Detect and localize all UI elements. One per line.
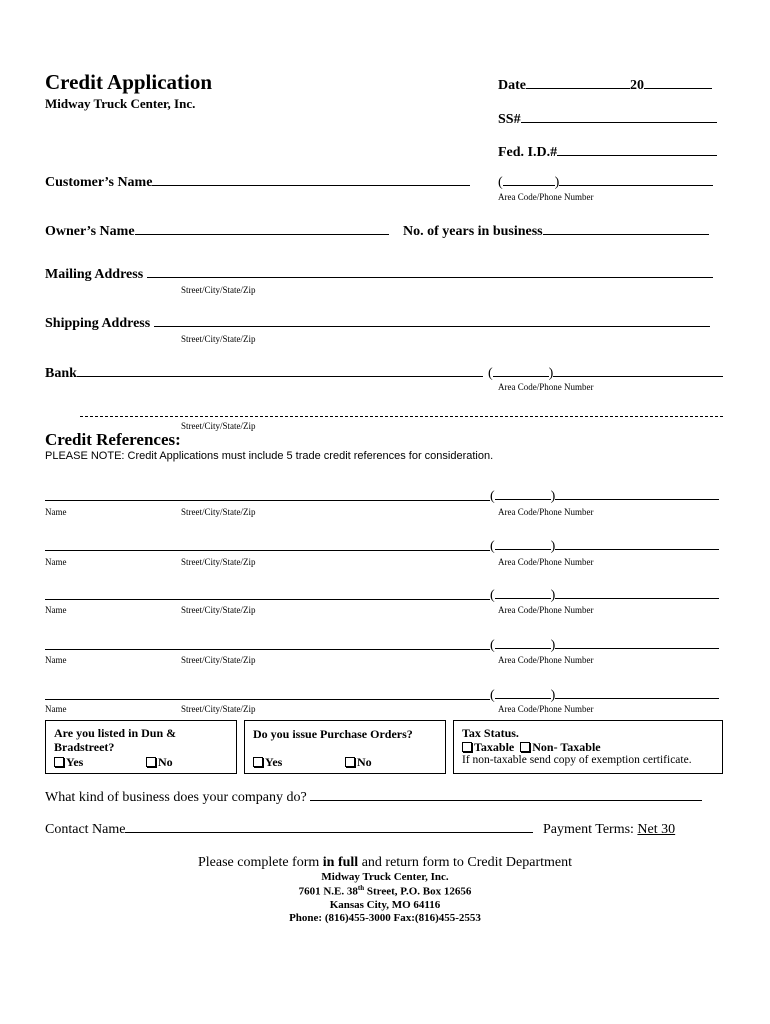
- yes-label: Yes: [66, 755, 84, 769]
- ss-label: SS#: [498, 112, 521, 127]
- paren-close: ): [550, 539, 556, 554]
- customer-name-label: Customer’s Name: [45, 175, 153, 190]
- payment-terms-value: Net 30: [637, 822, 676, 837]
- bank-address-line[interactable]: [80, 416, 723, 417]
- checkbox-icon[interactable]: [253, 757, 263, 767]
- yes-label: Yes: [265, 755, 283, 769]
- purchase-orders-box: [244, 720, 446, 774]
- shipping-address-caption: Street/City/State/Zip: [181, 334, 256, 344]
- reference-phone-field[interactable]: [490, 539, 719, 555]
- owner-name-field[interactable]: [45, 224, 389, 240]
- dun-no-option[interactable]: [146, 755, 173, 770]
- date-field[interactable]: [498, 78, 712, 94]
- reference-street-caption: Street/City/State/Zip: [181, 557, 256, 567]
- address-superscript: th: [357, 884, 365, 892]
- no-label: No: [357, 755, 372, 769]
- customer-phone-field[interactable]: [498, 175, 713, 191]
- reference-phone-caption: Area Code/Phone Number: [498, 605, 594, 615]
- date-label: Date: [498, 78, 526, 93]
- paren-open: (: [490, 688, 495, 703]
- reference-name-caption: Name: [45, 557, 67, 567]
- instruction-bold: in full: [322, 855, 359, 870]
- reference-phone-field[interactable]: [490, 688, 719, 704]
- paren-close: ): [550, 588, 556, 603]
- tax-status-title: Tax Status.: [462, 726, 519, 740]
- reference-phone-caption: Area Code/Phone Number: [498, 704, 594, 714]
- reference-name-line[interactable]: [45, 699, 490, 700]
- shipping-address-label: Shipping Address: [45, 316, 151, 331]
- po-no-option[interactable]: [345, 755, 372, 770]
- business-kind-label: What kind of business does your company do?: [45, 790, 307, 805]
- po-yes-option[interactable]: [253, 755, 282, 770]
- paren-close: ): [550, 638, 556, 653]
- instruction-pre: Please complete form: [197, 855, 320, 870]
- taxable-option[interactable]: [462, 740, 514, 754]
- ss-field[interactable]: [498, 112, 717, 128]
- no-label: No: [158, 755, 173, 769]
- tax-status-box: [453, 720, 723, 774]
- fed-id-label: Fed. I.D.#: [498, 145, 558, 160]
- dun-bradstreet-box: [45, 720, 237, 774]
- payment-terms: [543, 822, 675, 838]
- checkbox-icon[interactable]: [520, 742, 530, 752]
- taxable-label: Taxable: [474, 740, 515, 754]
- fed-id-field[interactable]: [498, 145, 717, 161]
- reference-phone-field[interactable]: [490, 588, 719, 604]
- mailing-address-caption: Street/City/State/Zip: [181, 285, 256, 295]
- reference-name-caption: Name: [45, 605, 67, 615]
- reference-phone-caption: Area Code/Phone Number: [498, 507, 594, 517]
- years-in-business-label: No. of years in business: [403, 224, 543, 239]
- credit-references-heading: Credit References:: [45, 430, 181, 449]
- paren-close: ): [554, 175, 560, 190]
- address-rest: Street, P.O. Box 12656: [366, 885, 472, 898]
- reference-street-caption: Street/City/State/Zip: [181, 704, 256, 714]
- customer-phone-caption: Area Code/Phone Number: [498, 192, 594, 202]
- paren-open: (: [498, 175, 503, 190]
- mailing-address-label: Mailing Address: [45, 267, 144, 282]
- instruction-post: and return form to Credit Department: [361, 855, 573, 870]
- po-question: Do you issue Purchase Orders?: [253, 727, 413, 741]
- footer-address: [0, 884, 770, 898]
- reference-name-line[interactable]: [45, 649, 490, 650]
- owner-name-label: Owner’s Name: [45, 224, 135, 239]
- customer-name-field[interactable]: [45, 175, 470, 191]
- paren-open: (: [490, 638, 495, 653]
- reference-phone-field[interactable]: [490, 489, 719, 505]
- dun-question-line-2: Bradstreet?: [54, 740, 115, 754]
- footer-city: Kansas City, MO 64116: [329, 899, 441, 911]
- tax-note: If non-taxable send copy of exemption certificate.: [462, 754, 692, 766]
- bank-field[interactable]: [45, 366, 483, 382]
- footer-instruction: [0, 855, 770, 871]
- address-number: 7601 N.E. 38: [298, 885, 358, 898]
- non-taxable-option[interactable]: [520, 740, 600, 754]
- business-kind-field[interactable]: [45, 790, 702, 806]
- dun-question-line-1: Are you listed in Dun &: [54, 726, 177, 740]
- bank-phone-caption: Area Code/Phone Number: [498, 382, 594, 392]
- paren-open: (: [490, 539, 495, 554]
- bank-label: Bank: [45, 366, 77, 381]
- contact-name-label: Contact Name: [45, 822, 126, 837]
- reference-name-line[interactable]: [45, 500, 490, 501]
- reference-name-line[interactable]: [45, 599, 490, 600]
- dun-question: [54, 726, 176, 754]
- paren-close: ): [550, 489, 556, 504]
- paren-close: ): [548, 366, 554, 381]
- mailing-address-field[interactable]: [45, 267, 713, 283]
- reference-phone-caption: Area Code/Phone Number: [498, 557, 594, 567]
- checkbox-icon[interactable]: [54, 757, 64, 767]
- credit-references-note: PLEASE NOTE: Credit Applications must include 5 trade credit references for consideration.: [45, 450, 494, 462]
- paren-close: ): [550, 688, 556, 703]
- paren-open: (: [490, 489, 495, 504]
- reference-street-caption: Street/City/State/Zip: [181, 605, 256, 615]
- tax-options: [462, 740, 601, 755]
- reference-name-caption: Name: [45, 507, 67, 517]
- paren-open: (: [488, 366, 493, 381]
- footer-company: Midway Truck Center, Inc.: [321, 871, 449, 883]
- reference-street-caption: Street/City/State/Zip: [181, 655, 256, 665]
- non-taxable-label: Non- Taxable: [532, 740, 601, 754]
- shipping-address-field[interactable]: [45, 316, 710, 332]
- reference-phone-caption: Area Code/Phone Number: [498, 655, 594, 665]
- date-year-prefix: 20: [630, 78, 644, 93]
- reference-name-caption: Name: [45, 704, 67, 714]
- contact-name-field[interactable]: [45, 822, 533, 838]
- checkbox-icon[interactable]: [345, 757, 355, 767]
- checkbox-icon[interactable]: [146, 757, 156, 767]
- company-name: Midway Truck Center, Inc.: [45, 96, 196, 111]
- payment-terms-label: Payment Terms:: [543, 822, 634, 837]
- checkbox-icon[interactable]: [462, 742, 472, 752]
- reference-street-caption: Street/City/State/Zip: [181, 507, 256, 517]
- paren-open: (: [490, 588, 495, 603]
- dun-yes-option[interactable]: [54, 755, 83, 770]
- reference-name-caption: Name: [45, 655, 67, 665]
- bank-phone-field[interactable]: [488, 366, 723, 382]
- footer-phones: Phone: (816)455-3000 Fax:(816)455-2553: [289, 912, 481, 924]
- reference-name-line[interactable]: [45, 550, 490, 551]
- years-in-business-field[interactable]: [403, 224, 709, 240]
- page-title: Credit Application: [45, 70, 213, 94]
- reference-phone-field[interactable]: [490, 638, 719, 654]
- bank-address-caption: Street/City/State/Zip: [181, 421, 256, 431]
